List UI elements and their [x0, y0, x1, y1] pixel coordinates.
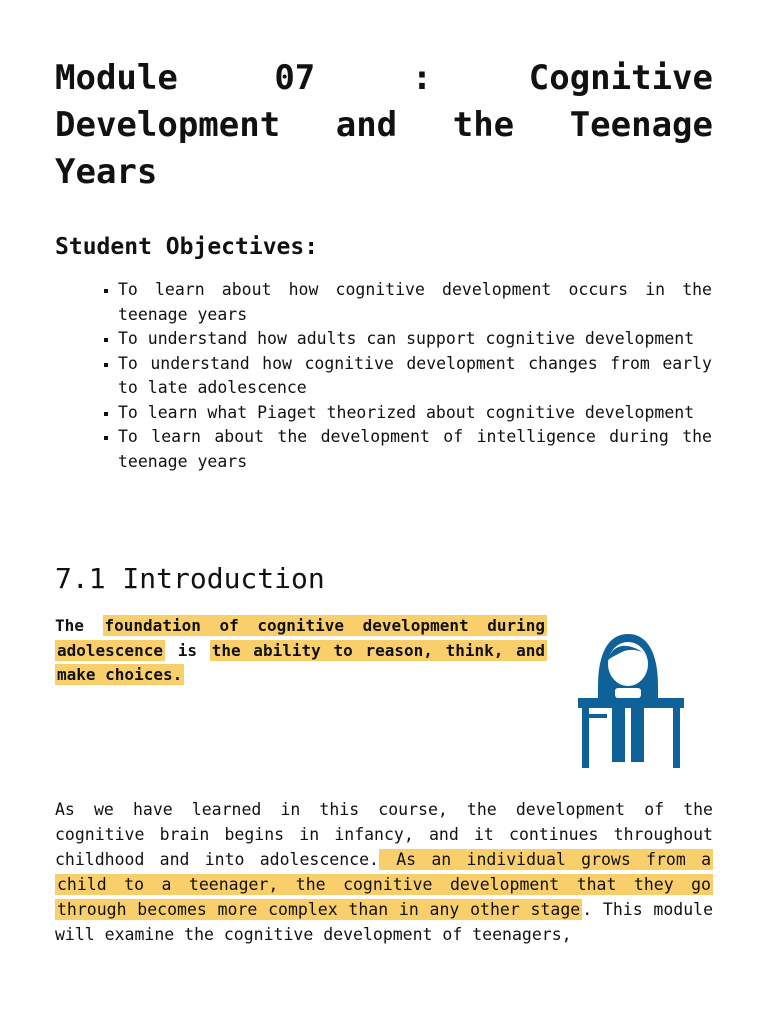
objective-item: To understand how adults can support cognitive development	[100, 327, 712, 352]
paragraph-text: As we have learned in this course, the development of the cognitive brain begins in infancy, and it continues throughout childhood and into adolescence.	[55, 800, 713, 869]
module-title: Module 07 : Cognitive Development and the Teenage Years	[55, 58, 713, 192]
intro-text: The	[55, 616, 103, 635]
intro-highlight: the ability to reason, think, and make choices.	[57, 640, 546, 684]
intro-highlight: foundation of cognitive development during adolescence	[57, 616, 546, 660]
objective-item: To understand how cognitive development changes from early to late adolescence	[100, 352, 712, 401]
objective-item: To learn about the development of intelligence during the teenage years	[100, 425, 712, 474]
intro-paragraph	[55, 797, 713, 947]
paragraph-text: . This module will examine the cognitive development of teenagers,	[55, 900, 714, 944]
paragraph-highlight: As an individual grows from a child to a teenager, the cognitive development that they go through becomes more complex than in any other stage	[57, 850, 712, 919]
objective-item: To learn what Piaget theorized about cognitive development	[100, 401, 712, 426]
intro-text: is	[164, 640, 210, 660]
objective-item: To learn about how cognitive development occurs in the teenage years	[100, 278, 712, 327]
objectives-heading: Student Objectives:	[55, 234, 319, 260]
section-heading: 7.1 Introduction	[55, 562, 325, 595]
intro-statement	[55, 614, 547, 688]
student-at-desk-icon	[572, 626, 688, 770]
objectives-list	[100, 278, 712, 474]
